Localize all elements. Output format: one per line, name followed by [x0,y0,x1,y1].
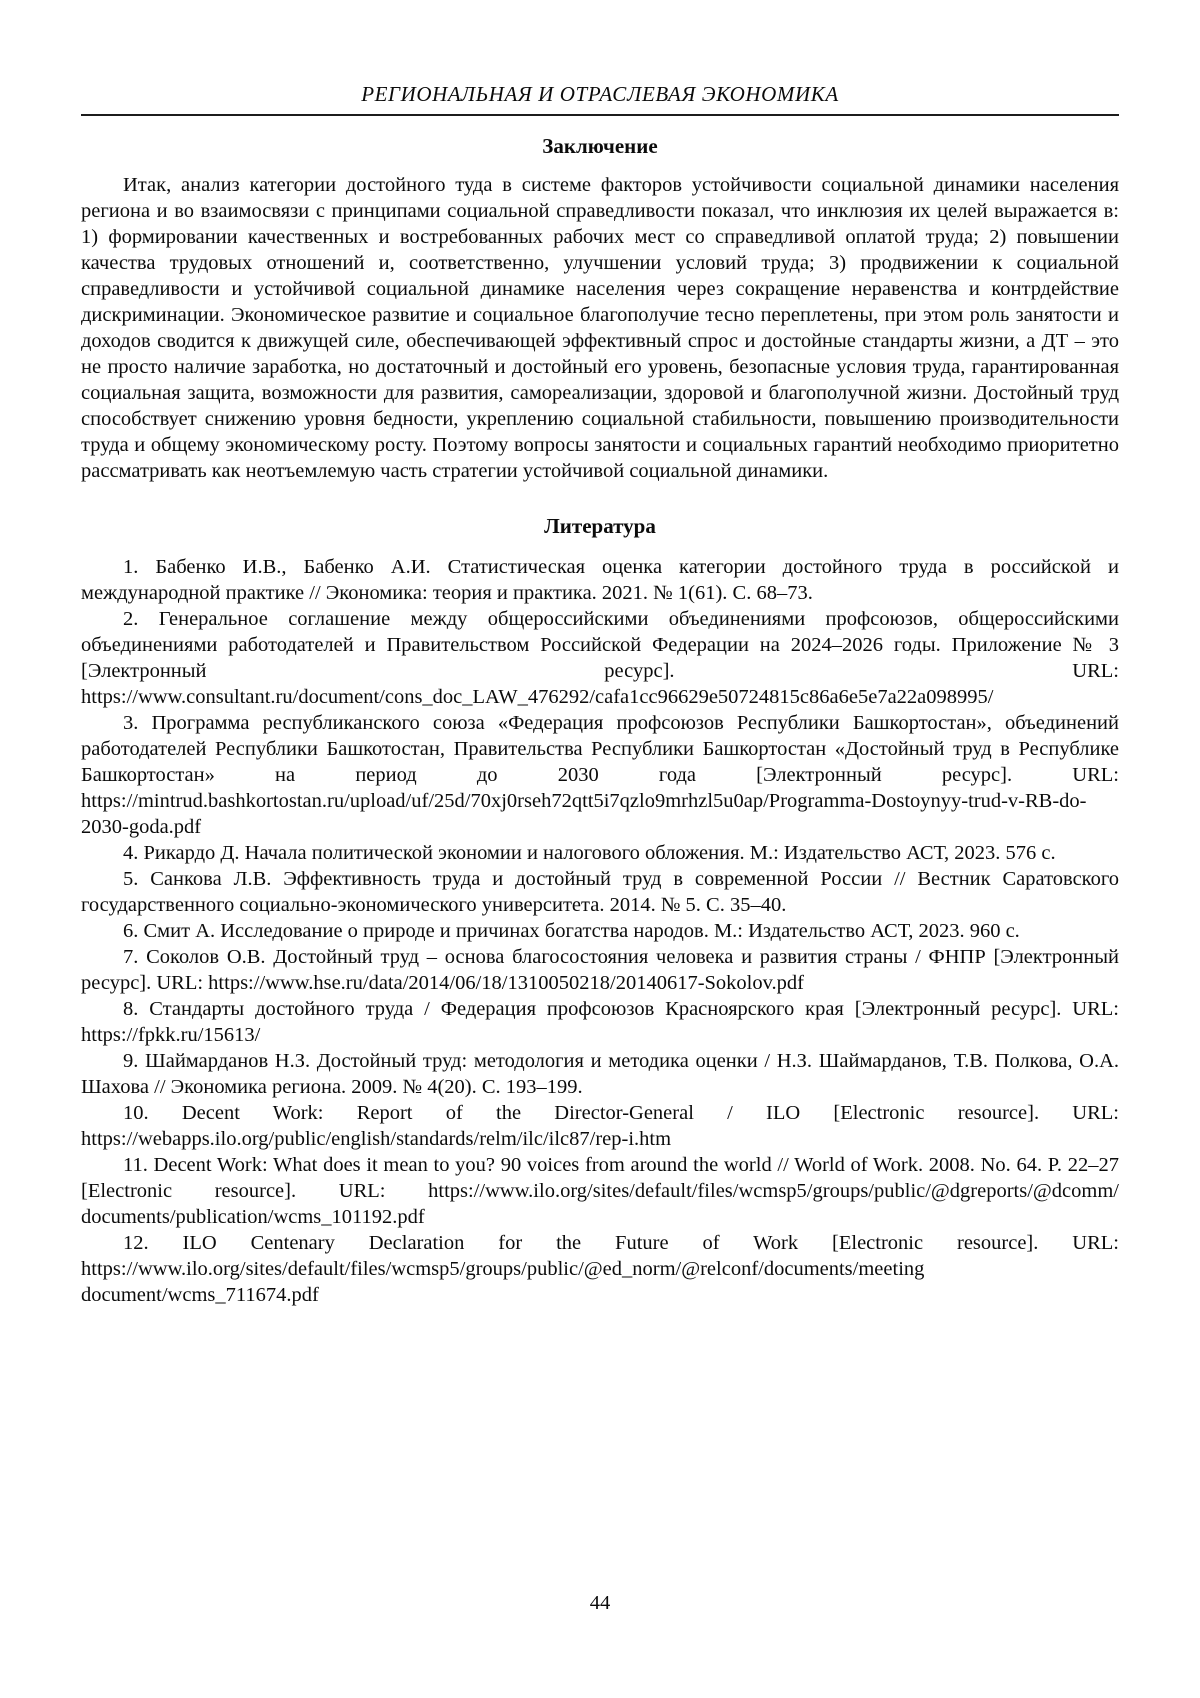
reference-item-4: 4. Рикардо Д. Начала политической экономии и налогового обложения. М.: Издательство АСТ, 2023. 576 с. [123,842,1056,864]
reference-item-2: 2. Генеральное соглашение между общероссийскими объединениями профсоюзов, общероссийскими объединениями работодателей и Правительством Российской Федерации на 2024–2026 годы. Приложение № 3 [Электронный ресурс]. URL: https://www.consultant.ru/document/cons_doc_LAW_476292/cafa1cc96629e50724815c86a6e5e7a22a098995/ [81,608,1119,708]
references-list [81,554,1119,1308]
reference-item-6: 6. Смит А. Исследование о природе и причинах богатства народов. М.: Издательство АСТ, 2023. 960 с. [123,920,1020,942]
page-number: 44 [589,1592,611,1614]
reference-item-1: 1. Бабенко И.В., Бабенко А.И. Статистическая оценка категории достойного труда в российской и международной практике // Экономика: теория и практика. 2021. № 1(61). С. 68–73. [81,556,1119,604]
reference-item-9: 9. Шаймарданов Н.З. Достойный труд: методология и методика оценки / Н.З. Шаймарданов, Т.В. Полкова, О.А. Шахова // Экономика региона. 2009. № 4(20). С. 193–199. [81,1050,1119,1098]
references-heading: Литература [544,514,656,538]
reference-item-8: 8. Стандарты достойного труда / Федерация профсоюзов Красноярского края [Электронный ресурс]. URL: https://fpkk.ru/15613/ [81,998,1119,1046]
reference-item-7: 7. Соколов О.В. Достойный труд – основа благосостояния человека и развития страны / ФНПР [Электронный ресурс]. URL: https://www.hse.ru/data/2014/06/18/1310050218/20140617-Sokolov.pdf [81,946,1119,994]
reference-item-12: 12. ILO Centenary Declaration for the Future of Work [Electronic resource]. URL: https://www.ilo.org/sites/default/files/wcmsp5/groups/public/@ed_norm/@relconf/documents/meeting document/wcms_711674.pdf [81,1232,1119,1306]
conclusion-paragraph: Итак, анализ категории достойного туда в системе факторов устойчивости социальной динамики населения региона и во взаимосвязи с принципами социальной справедливости показал, что инклюзия их целей выражается в: 1) формировании качественных и востребованных рабочих мест со справедливой оплатой труда; 2) повышении качества трудовых отношений и, соответственно, улучшении условий труда; 3) продвижении к социальной справедливости и устойчивой социальной динамике населения через сокращение неравенства и контрдействие дискриминации. Экономическое развитие и социальное благополучие тесно переплетены, при этом роль занятости и доходов сводится к движущей силе, обеспечивающей эффективный спрос и достойные стандарты жизни, а ДТ – это не просто наличие заработка, но достаточный и достойный его уровень, безопасные условия труда, гарантированная социальная защита, возможности для развития, самореализации, здоровой и благополучной жизни. Достойный труд способствует снижению уровня бедности, укреплению социальной стабильности, повышению производительности труда и общему экономическому росту. Поэтому вопросы занятости и социальных гарантий необходимо приоритетно рассматривать как неотъемлемую часть стратегии устойчивой социальной динамики. [81,174,1119,482]
reference-item-3: 3. Программа республиканского союза «Федерация профсоюзов Республики Башкортостан», объединений работодателей Республики Башкотостан, Правительства Республики Башкортостан «Достойный труд в Республике Башкортостан» на период до 2030 года [Электронный ресурс]. URL: https://mintrud.bashkortostan.ru/upload/uf/25d/70xj0rseh72qtt5i7qzlo9mrhzl5u0ap/Programma-Dostoynyy-trud-v-RB-do-2030-goda.pdf [81,712,1119,838]
reference-item-10: 10. Decent Work: Report of the Director-General / ILO [Electronic resource]. URL: https://webapps.ilo.org/public/english/standards/relm/ilc/ilc87/rep-i.htm [81,1102,1119,1150]
running-header: РЕГИОНАЛЬНАЯ И ОТРАСЛЕВАЯ ЭКОНОМИКА [81,84,1119,116]
reference-item-11: 11. Decent Work: What does it mean to you? 90 voices from around the world // World of Work. 2008. No. 64. P. 22–27 [Electronic resource]. URL: https://www.ilo.org/sites/default/files/wcmsp5/groups/public/@dgreports/@dcomm/ documents/publication/wcms_101192.pdf [81,1154,1119,1228]
conclusion-heading: Заключение [542,134,658,158]
reference-item-5: 5. Санкова Л.В. Эффективность труда и достойный труд в современной России // Вестник Саратовского государственного социально-экономического университета. 2014. № 5. С. 35–40. [81,868,1119,916]
